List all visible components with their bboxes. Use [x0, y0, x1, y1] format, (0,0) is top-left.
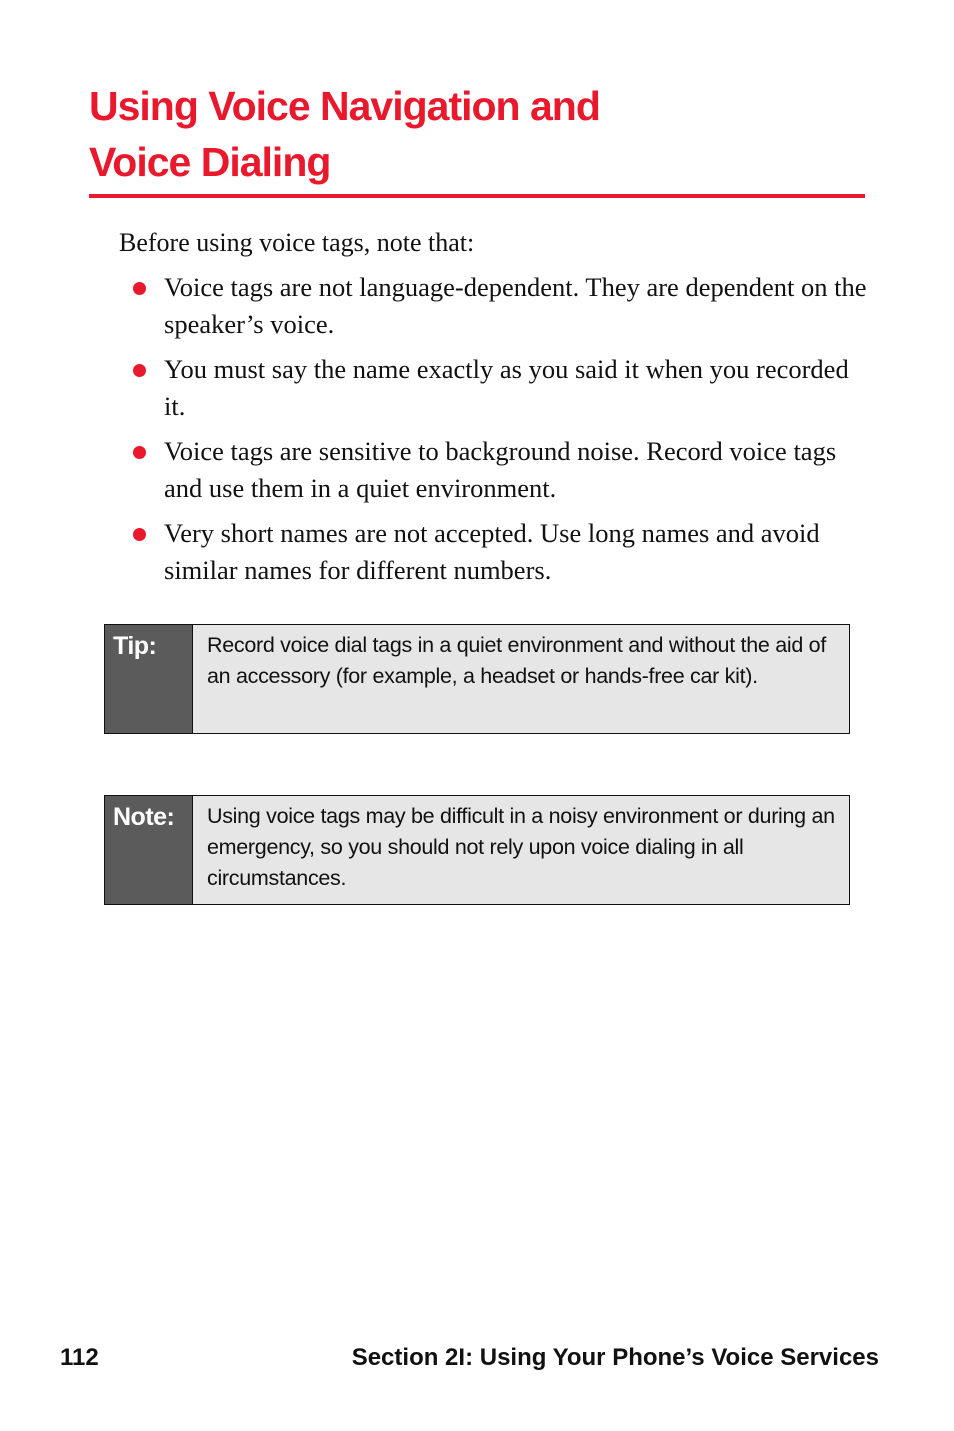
- list-item: [128, 269, 868, 342]
- voice-tag-notes-list: [128, 269, 868, 597]
- bullet-icon: [133, 364, 146, 377]
- tip-text: Record voice dial tags in a quiet environment and without the aid of an accessory (for example, a headset or hands-free car kit).: [207, 633, 827, 688]
- title-divider: [89, 194, 865, 198]
- note-callout: [104, 795, 850, 905]
- list-item-text: Voice tags are sensitive to background noise. Record voice tags and use them in a quiet environment.: [164, 436, 837, 503]
- page-title-line-2: Voice Dialing: [89, 139, 331, 185]
- bullet-icon: [133, 528, 146, 541]
- page-title-line-1: Using Voice Navigation and: [89, 83, 600, 129]
- page-number: 112: [60, 1344, 99, 1371]
- note-text: Using voice tags may be difficult in a noisy environment or during an emergency, so you should not rely upon voice dialing in all circumstances.: [207, 804, 835, 890]
- tip-label: Tip:: [105, 625, 193, 733]
- bullet-icon: [133, 282, 146, 295]
- tip-callout: [104, 624, 850, 734]
- section-title: Section 2I: Using Your Phone’s Voice Services: [351, 1344, 879, 1371]
- page-title: [89, 78, 865, 190]
- list-item-text: Very short names are not accepted. Use long names and avoid similar names for different numbers.: [164, 518, 820, 585]
- intro-text: Before using voice tags, note that:: [119, 228, 475, 257]
- list-item-text: Voice tags are not language-dependent. They are dependent on the speaker’s voice.: [164, 272, 867, 339]
- list-item: [128, 433, 868, 506]
- note-label: Note:: [105, 796, 193, 904]
- list-item: [128, 515, 868, 588]
- bullet-icon: [133, 446, 146, 459]
- list-item-text: You must say the name exactly as you said it when you recorded it.: [164, 354, 849, 421]
- list-item: [128, 351, 868, 424]
